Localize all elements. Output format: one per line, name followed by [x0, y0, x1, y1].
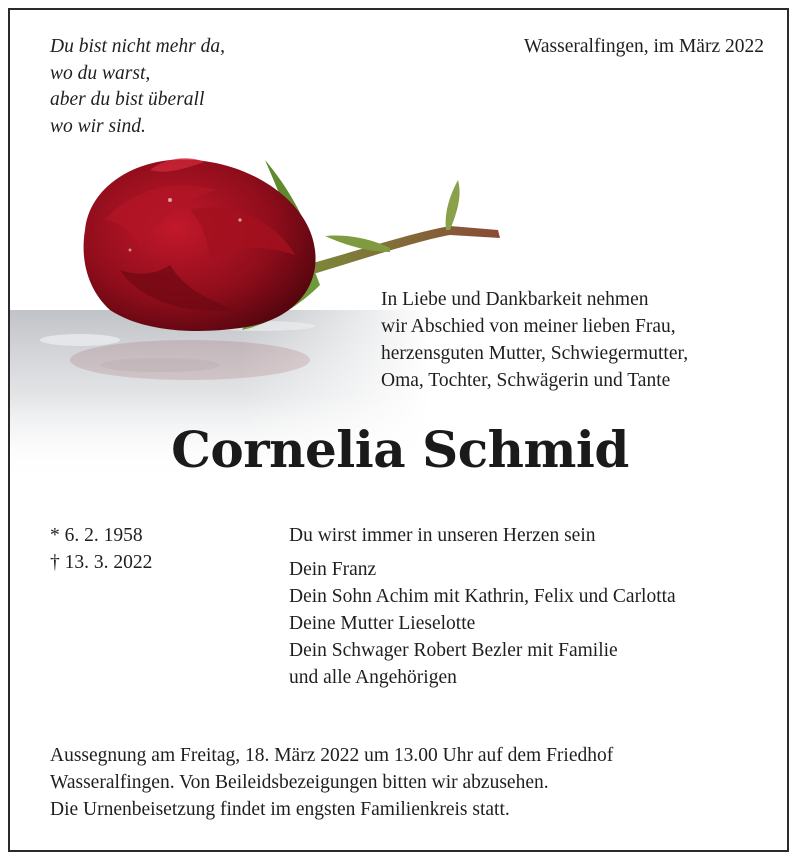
poem-line: wo du warst,	[50, 62, 151, 84]
intro-line: herzensguten Mutter, Schwiegermutter,	[381, 343, 689, 364]
poem-line: Du bist nicht mehr da,	[50, 36, 225, 57]
poem	[50, 34, 225, 140]
birth-date: * 6. 2. 1958	[50, 525, 143, 546]
farewell-intro	[381, 286, 688, 394]
family-member: Deine Mutter Lieselotte	[289, 613, 476, 634]
poem-line: wo wir sind.	[50, 115, 146, 137]
rose-reflection	[70, 340, 310, 380]
funeral-line: Wasseralfingen. Von Beileidsbezeigungen bitten wir abzusehen.	[50, 772, 549, 793]
family-member: Dein Franz	[289, 559, 377, 580]
intro-line: Oma, Tochter, Schwägerin und Tante	[381, 370, 671, 391]
family-member: Dein Sohn Achim mit Kathrin, Felix und Carlotta	[289, 586, 676, 607]
family-member: Dein Schwager Robert Bezler mit Familie	[289, 640, 618, 661]
stem	[306, 226, 500, 275]
intro-line: In Liebe und Dankbarkeit nehmen	[381, 289, 649, 310]
poem-line: aber du bist überall	[50, 89, 205, 110]
funeral-line: Die Urnenbeisetzung findet im engsten Familienkreis statt.	[50, 799, 510, 820]
deceased-name: Cornelia Schmid	[171, 420, 629, 479]
family-section	[289, 522, 676, 691]
death-date: † 13. 3. 2022	[50, 552, 153, 573]
intro-line: wir Abschied von meiner lieben Frau,	[381, 316, 676, 337]
family-motto: Du wirst immer in unseren Herzen sein	[289, 525, 596, 546]
family-member: und alle Angehörigen	[289, 667, 457, 688]
place-date: Wasseralfingen, im März 2022	[524, 36, 764, 57]
funeral-notice	[50, 742, 613, 823]
life-dates	[50, 522, 152, 576]
funeral-line: Aussegnung am Freitag, 18. März 2022 um 13.00 Uhr auf dem Friedhof	[50, 745, 614, 766]
